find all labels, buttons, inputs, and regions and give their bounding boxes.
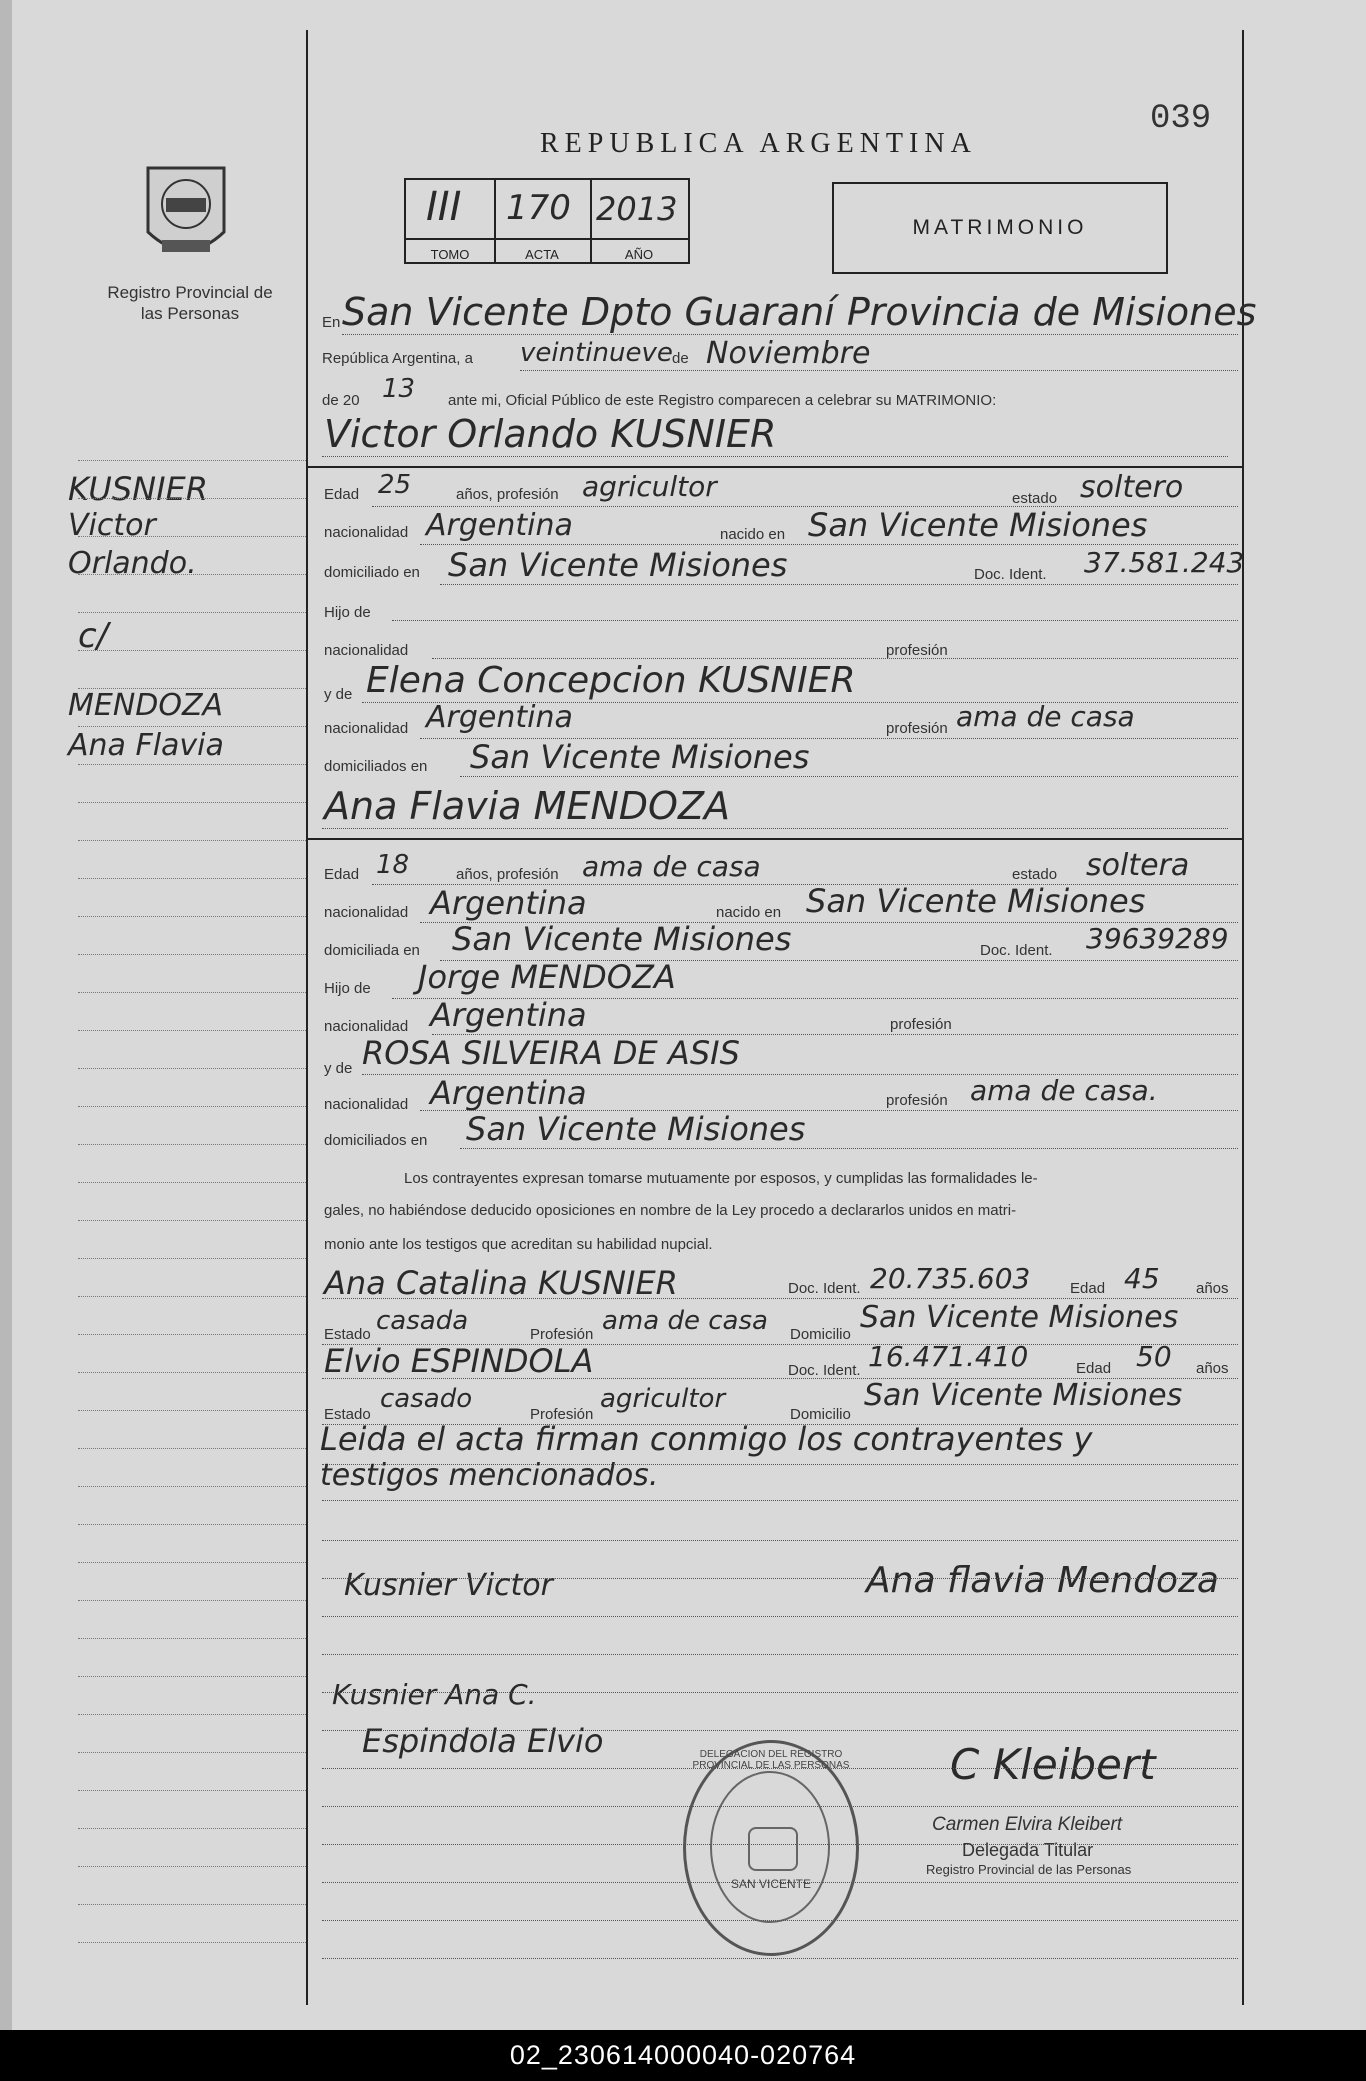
bride-profesion-label: años, profesión [456,866,559,883]
margin-ruled-line [78,1448,306,1449]
seal-center-text: SAN VICENTE [730,1877,811,1891]
witness1-doc: 20.735.603 [870,1262,1031,1295]
margin-ruled-line [78,1334,306,1335]
margin-ruled-line [78,764,306,765]
signature-official: C Kleibert [950,1740,1156,1789]
signature-witness2: Espindola Elvio [362,1722,604,1760]
ruled-line [322,1692,1238,1693]
groom-madre-prof: ama de casa [956,700,1135,733]
republica-label: República Argentina, a [322,350,473,367]
groom-padres-dom: San Vicente Misiones [470,738,810,776]
witness1-profesion: ama de casa [602,1306,768,1336]
margin-divider [306,30,308,2005]
bride-domicilio: San Vicente Misiones [452,920,792,958]
witness2-edad: 50 [1136,1340,1172,1373]
bride-nacionalidad: Argentina [430,884,587,922]
margin-ruled-line [78,1676,306,1677]
margin-ruled-line [78,1030,306,1031]
registry-seal [683,1740,859,1956]
witness2-name: Elvio ESPINDOLA [324,1342,594,1380]
record-type: MATRIMONIO [912,216,1088,239]
bride-nacionalidad-label: nacionalidad [324,904,409,921]
groom-full-name: Victor Orlando KUSNIER [324,412,777,456]
year-prefix: de 20 [322,392,360,409]
registry-name: Registro Provincial de las Personas [107,283,273,323]
closing-line2: testigos mencionados. [320,1458,659,1493]
groom-madre-label: y de [324,686,353,703]
ruled-line [322,1882,1238,1883]
clause-line1: Los contrayentes expresan tomarse mutuamente por esposos, y cumplidas las formalidades le- [404,1170,1038,1187]
seal-ring-text: DELEGACION DEL REGISTRO PROVINCIAL DE LAS PERSONAS [692,1749,850,1771]
bride-padre-nac-label: nacionalidad [324,1018,409,1035]
bride-estado-label: estado [1012,866,1058,883]
groom-domicilio: San Vicente Misiones [448,546,788,584]
groom-padres-dom-label: domiciliados en [324,758,428,775]
signature-groom: Kusnier Victor [344,1568,553,1603]
ruled-line [322,1806,1238,1807]
margin-groom-surname: KUSNIER [68,470,208,508]
bride-hijo-label: Hijo de [324,980,371,997]
groom-doc-label: Doc. Ident. [974,566,1047,583]
bride-padre: Jorge MENDOZA [418,958,676,996]
ruled-line [322,1844,1238,1845]
ruled-line [322,1730,1238,1731]
bride-edad-label: Edad [324,866,360,883]
witness2-domicilio: San Vicente Misiones [864,1378,1183,1413]
margin-ruled-line [78,954,306,955]
margin-ruled-line [78,536,306,537]
anio-value: 2013 [596,190,678,228]
margin-ruled-line [78,1942,306,1943]
groom-madre-prof-label: profesión [886,720,948,737]
bride-doc: 39639289 [1086,922,1229,955]
margin-ruled-line [78,878,306,879]
official-title: Delegada Titular [962,1840,1094,1860]
margin-ruled-line [78,1524,306,1525]
witness1-domicilio: San Vicente Misiones [860,1300,1179,1335]
margin-groom-name2: Orlando. [68,546,197,581]
margin-ruled-line [78,650,306,651]
margin-ruled-line [78,1486,306,1487]
bride-padre-prof-label: profesión [890,1016,952,1033]
witness1-estado: casada [376,1306,469,1336]
groom-edad: 25 [378,470,412,500]
margin-ruled-line [78,1790,306,1791]
margin-ruled-line [78,688,306,689]
anio-label: AÑO [624,247,654,262]
margin-ruled-line [78,1904,306,1905]
bride-edad: 18 [376,850,410,880]
groom-padre-prof-label: profesión [886,642,948,659]
bride-padres-dom: San Vicente Misiones [466,1110,806,1148]
witness2-estado: casado [380,1384,473,1414]
bride-nacido: San Vicente Misiones [806,882,1146,920]
margin-ruled-line [78,498,306,499]
margin-ruled-line [78,1600,306,1601]
witness1-name: Ana Catalina KUSNIER [324,1264,678,1302]
margin-groom-name1: Victor [68,508,156,543]
seal-emblem [748,1827,798,1871]
bride-padres-dom-label: domiciliados en [324,1132,428,1149]
bride-full-name: Ana Flavia MENDOZA [324,784,730,828]
year-suffix: 13 [382,374,416,404]
closing-line1: Leida el acta firman conmigo los contrayentes y [320,1420,1093,1458]
margin-bride-surname: MENDOZA [68,688,224,723]
groom-padre-nac-label: nacionalidad [324,642,409,659]
margin-ruled-line [78,1372,306,1373]
ruled-line [322,1540,1238,1541]
margin-ruled-line [78,1220,306,1221]
official-name: Carmen Elvira Kleibert [932,1814,1123,1835]
margin-ruled-line [78,1562,306,1563]
footer-code: 02_230614000040-020764 [0,2030,1366,2081]
witness2-edad-label: Edad [1076,1360,1112,1377]
ruled-line [322,1958,1238,1959]
bride-nacido-label: nacido en [716,904,782,921]
en-label: En [322,314,341,331]
bride-profesion: ama de casa [582,850,761,883]
margin-ruled-line [78,1258,306,1259]
groom-nacionalidad-label: nacionalidad [324,524,409,541]
record-ref-box [404,178,690,264]
acta-label: ACTA [525,247,559,262]
registry-logo [140,162,232,270]
margin-ruled-line [78,1638,306,1639]
groom-profesion-label: años, profesión [456,486,559,503]
acta-value: 170 [506,188,571,228]
margin-ruled-line [78,1296,306,1297]
signature-witness1: Kusnier Ana C. [332,1678,537,1711]
groom-estado-label: estado [1012,490,1058,507]
margin-ruled-line [78,1106,306,1107]
groom-edad-label: Edad [324,486,360,503]
tomo-value: III [426,184,462,230]
margin-ruled-line [78,612,306,613]
margin-ruled-line [78,1866,306,1867]
ruled-line [322,1616,1238,1617]
margin-ruled-line [78,1068,306,1069]
groom-nacido-label: nacido en [720,526,786,543]
witness1-edad: 45 [1124,1262,1160,1295]
margin-ruled-line [78,1714,306,1715]
margin-ruled-line [78,992,306,993]
margin-ruled-line [78,1144,306,1145]
country-title: REPUBLICA ARGENTINA [540,128,977,159]
groom-domicilio-label: domiciliado en [324,564,420,581]
intro-statement: ante mi, Oficial Público de este Registro comparecen a celebrar su MATRIMONIO: [448,392,997,409]
clause-line3: monio ante los testigos que acreditan su habilidad nupcial. [324,1236,713,1253]
witness1-profesion-label: Profesión [530,1326,594,1343]
binder-edge [0,0,12,2030]
bride-madre-label: y de [324,1060,353,1077]
day-value: veintinueve [520,338,673,368]
official-office: Registro Provincial de las Personas [926,1862,1132,1877]
witness2-anios-label: años [1196,1360,1229,1377]
margin-bride-name: Ana Flavia [68,728,224,763]
groom-madre-nac-label: nacionalidad [324,720,409,737]
groom-doc: 37.581.243 [1084,546,1245,579]
place-value: San Vicente Dpto Guaraní Provincia de Misiones [342,290,1257,334]
bride-madre-prof: ama de casa. [970,1074,1158,1107]
witness2-profesion-label: Profesión [530,1406,594,1423]
groom-nacido: San Vicente Misiones [808,506,1148,544]
witness2-domicilio-label: Domicilio [790,1406,851,1423]
bride-madre-prof-label: profesión [886,1092,948,1109]
witness1-estado-label: Estado [324,1326,371,1343]
page-number: 039 [1150,100,1212,138]
bride-padre-nac: Argentina [430,996,587,1034]
groom-hijo-label: Hijo de [324,604,371,621]
de-label: de [672,350,689,367]
witness2-profesion: agricultor [600,1384,726,1414]
bride-madre-nac: Argentina [430,1074,587,1112]
bride-madre-nac-label: nacionalidad [324,1096,409,1113]
ruled-line [322,1920,1238,1921]
margin-ruled-line [78,574,306,575]
groom-nacionalidad: Argentina [426,508,573,543]
margin-ruled-line [78,460,306,461]
bride-estado: soltera [1086,848,1190,883]
witness1-doc-label: Doc. Ident. [788,1280,861,1297]
month-value: Noviembre [706,336,871,371]
groom-madre-nac: Argentina [426,700,573,735]
witness2-estado-label: Estado [324,1406,371,1423]
groom-profesion: agricultor [582,470,717,503]
margin-ruled-line [78,802,306,803]
ruled-line [322,1768,1238,1769]
witness2-doc-label: Doc. Ident. [788,1362,861,1379]
witness1-anios-label: años [1196,1280,1229,1297]
groom-estado: soltero [1080,470,1184,505]
tomo-label: TOMO [430,247,470,262]
ruled-line [322,1654,1238,1655]
margin-ruled-line [78,840,306,841]
margin-ruled-line [78,726,306,727]
margin-ruled-line [78,916,306,917]
bride-madre: ROSA SILVEIRA DE ASIS [362,1034,740,1072]
bride-domicilio-label: domiciliada en [324,942,420,959]
witness1-domicilio-label: Domicilio [790,1326,851,1343]
clause-line2: gales, no habiéndose deducido oposiciones en nombre de la Ley procedo a declararlos unidos en matri- [324,1202,1017,1219]
margin-ruled-line [78,1182,306,1183]
margin-connector: c/ [78,616,109,656]
signature-bride: Ana flavia Mendoza [866,1560,1219,1601]
bride-doc-label: Doc. Ident. [980,942,1053,959]
ruled-line [322,1578,1238,1579]
margin-ruled-line [78,1752,306,1753]
witness2-doc: 16.471.410 [868,1340,1029,1373]
record-type-box [832,182,1168,274]
margin-ruled-line [78,1828,306,1829]
margin-ruled-line [78,1410,306,1411]
groom-madre: Elena Concepcion KUSNIER [366,660,856,701]
witness1-edad-label: Edad [1070,1280,1106,1297]
